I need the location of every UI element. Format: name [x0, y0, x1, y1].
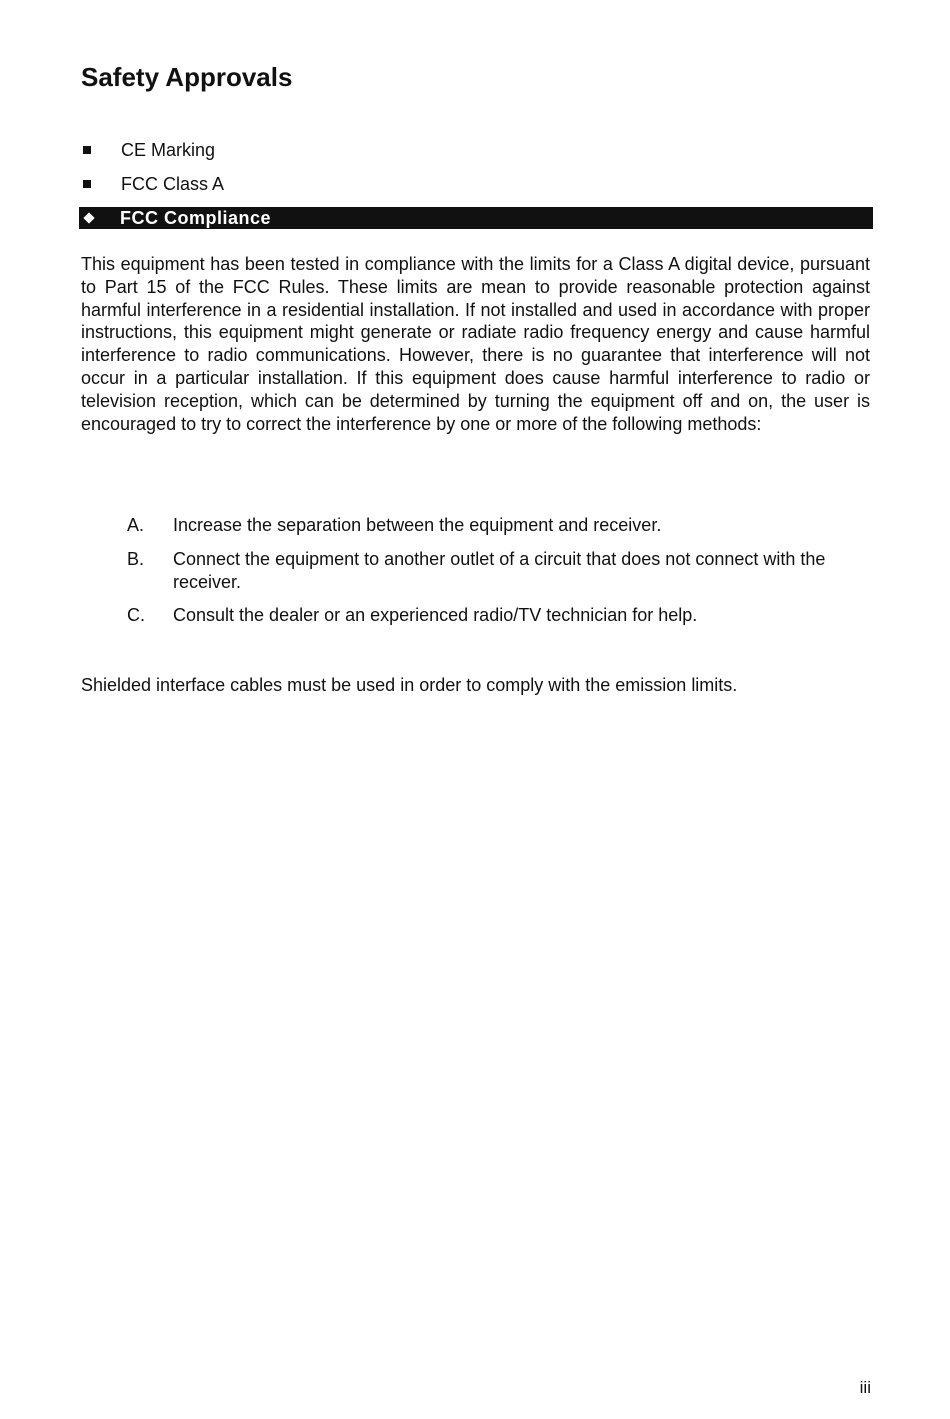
- section-heading-bar: [79, 207, 873, 229]
- list-item-letter: C.: [127, 605, 145, 626]
- list-item-letter: B.: [127, 548, 145, 569]
- methods-list: [127, 514, 867, 638]
- list-item-text: Connect the equipment to another outlet of a circuit that does not connect with the receiver.: [173, 548, 826, 592]
- approval-item-ce: [81, 138, 215, 162]
- list-item-letter: A.: [127, 515, 145, 535]
- page-number: iii: [859, 1378, 871, 1397]
- approval-label: CE Marking: [121, 140, 216, 160]
- diamond-bullet-icon: [83, 212, 94, 223]
- section-heading: FCC Compliance: [120, 207, 272, 228]
- page-title: Safety Approvals: [81, 62, 293, 92]
- closing-paragraph: Shielded interface cables must be used in order to comply with the emission limits.: [81, 675, 738, 695]
- square-bullet-icon: [83, 146, 91, 154]
- list-item-text: Increase the separation between the equipment and receiver.: [173, 515, 662, 535]
- list-item-text: Consult the dealer or an experienced radio/TV technician for help.: [173, 605, 698, 626]
- list-item: [127, 548, 867, 594]
- approval-label: FCC Class A: [121, 174, 225, 194]
- list-item: [127, 604, 867, 627]
- approval-item-fcc: [81, 172, 224, 196]
- square-bullet-icon: [83, 180, 91, 188]
- list-item: [127, 514, 867, 537]
- fcc-paragraph: This equipment has been tested in compliance with the limits for a Class A digital device, pursuant to Part 15 of the FCC Rules. These limits are mean to provide reasonable protection against harmful interference in a residential installation. If not installed and used in accordance with proper instructions, this equipment might generate or radiate radio frequency energy and cause harmful interference to radio communications. However, there is no guarantee that interference will not occur in a particular installation. If this equipment does cause harmful interference to radio or television reception, which can be determined by turning the equipment off and on, the user is encouraged to try to correct the interference by one or more of the following methods:: [81, 254, 870, 434]
